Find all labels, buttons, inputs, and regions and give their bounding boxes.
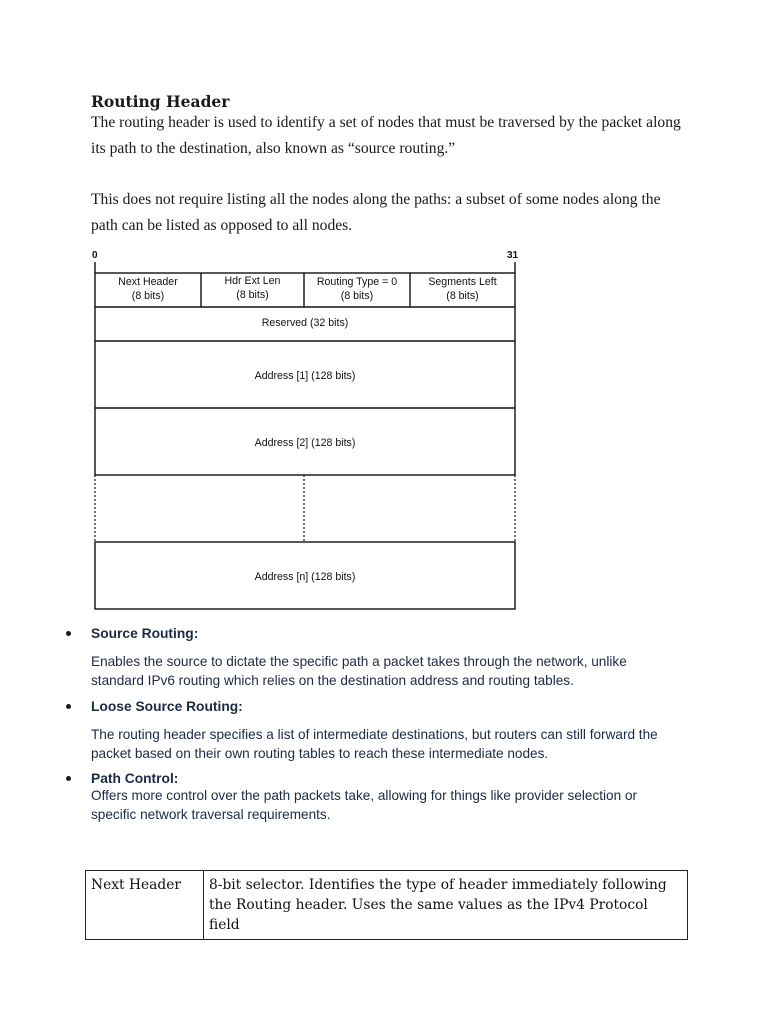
table-row (86, 871, 688, 940)
ellipsis-gap (95, 475, 515, 542)
section-title: Routing Header (91, 92, 230, 111)
bullet-title: Path Control: (91, 771, 179, 786)
field-hdr-ext-len: Hdr Ext Len (8 bits) (224, 275, 281, 301)
field-routing-type: Routing Type = 0 (8 bits) (316, 276, 398, 302)
field-address-2: Address [2] (128 bits) (254, 437, 356, 449)
bullet-title: Source Routing: (91, 626, 199, 641)
bullet-text: Enables the source to dictate the specific path a packet takes through the network, unlike standard IPv6 routing which relies on the destination address and routing tables. (91, 654, 627, 688)
bullet-title: Loose Source Routing: (91, 699, 243, 714)
field-segments-left: Segments Left (8 bits) (428, 276, 497, 302)
field-definition-table (85, 870, 688, 940)
bullet-dot (66, 704, 71, 709)
field-address-1: Address [1] (128 bits) (254, 370, 356, 382)
table-cell-description: 8-bit selector. Identifies the type of header immediately following the Routing header. Uses the same values as the IPv4 Protocol field (204, 871, 688, 940)
field-address-n: Address [n] (128 bits) (254, 571, 356, 583)
routing-header-diagram (90, 250, 525, 612)
field-next-header: Next Header (8 bits) (118, 276, 178, 302)
bullet-dot (66, 776, 71, 781)
diagram-frame (90, 250, 525, 612)
field-reserved: Reserved (32 bits) (261, 317, 349, 329)
bullet-dot (66, 631, 71, 636)
intro-paragraph: The routing header is used to identify a set of nodes that must be traversed by the packet along its path to the destination, also known as “source routing.” (91, 114, 681, 157)
bit-start-label: 0 (92, 250, 98, 261)
subset-paragraph: This does not require listing all the nodes along the paths: a subset of some nodes along the path can be listed as opposed to all nodes. (91, 191, 661, 234)
table-cell-term: Next Header (86, 871, 204, 940)
bullet-text: The routing header specifies a list of intermediate destinations, but routers can still forward the packet based on their own routing tables to reach these intermediate nodes. (91, 727, 658, 761)
bit-end-label: 31 (507, 250, 519, 261)
bullet-text: Offers more control over the path packets take, allowing for things like provider selection or specific network traversal requirements. (91, 788, 638, 822)
